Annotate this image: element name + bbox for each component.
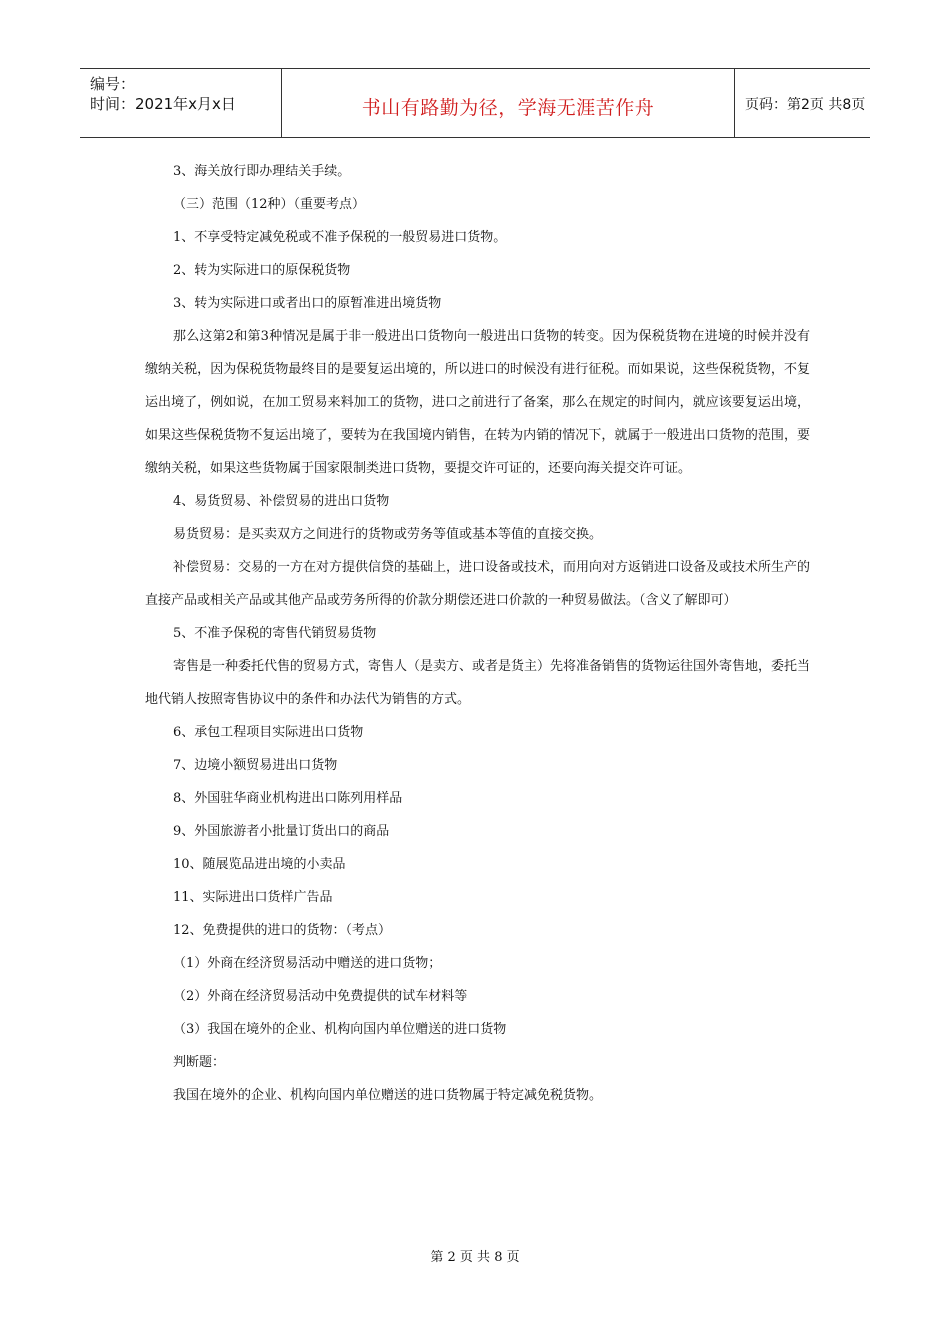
body-paragraph: （2）外商在经济贸易活动中免费提供的试车材料等 (173, 989, 468, 1004)
body-paragraph: 8、外国驻华商业机构进出口陈列用样品 (173, 791, 403, 806)
body-paragraph: （3）我国在境外的企业、机构向国内单位赠送的进口货物 (173, 1022, 507, 1037)
body-paragraph: 1、不享受特定减免税或不准予保税的一般贸易进口货物。 (173, 230, 507, 245)
body-paragraph: 6、承包工程项目实际进出口货物 (173, 725, 364, 740)
header-page-code: 页码：第2页 共8页 (745, 97, 866, 113)
body-paragraph: 2、转为实际进口的原保税货物 (173, 263, 351, 278)
body-paragraph: 易货贸易：是买卖双方之间进行的货物或劳务等值或基本等值的直接交换。 (173, 527, 603, 542)
body-paragraph: 判断题： (173, 1055, 226, 1070)
page-footer: 第 2 页 共 8 页 (430, 1250, 520, 1265)
header-page-cell (735, 69, 870, 137)
body-paragraph: 12、免费提供的进口的货物：（考点） (173, 923, 392, 938)
body-paragraph: 补偿贸易：交易的一方在对方提供信贷的基础上，进口设备或技术，而用向对方返销进口设备及或技术所生产的直接产品或相关产品或其他产品或劳务所得的价款分期偿还进口价款的一种贸易做法。（含义了解即可） (145, 560, 811, 608)
body-paragraph: 5、不准予保税的寄售代销贸易货物 (173, 626, 377, 641)
page-header (80, 68, 870, 138)
document-number-label: 编号： (90, 75, 136, 93)
body-paragraph: 10、随展览品进出境的小卖品 (173, 857, 346, 872)
body-paragraph: 7、边境小额贸易进出口货物 (173, 758, 338, 773)
body-paragraph: 9、外国旅游者小批量订货出口的商品 (173, 824, 390, 839)
body-paragraph: 11、实际进出口货样广告品 (173, 890, 333, 905)
body-paragraph: （1）外商在经济贸易活动中赠送的进口货物； (173, 956, 442, 971)
body-paragraph: 3、转为实际进口或者出口的原暂准进出境货物 (173, 296, 442, 311)
document-body (145, 155, 810, 1112)
body-paragraph: 那么这第2和第3种情况是属于非一般进出口货物向一般进出口货物的转变。因为保税货物在进境的时候并没有缴纳关税，因为保税货物最终目的是要复运出境的，所以进口的时候没有进行征税。而如果说，这些保税货物，不复运出境了，例如说，在加工贸易来料加工的货物，进口之前进行了备案，那么在规定的时间内，就应该要复运出境，如果这些保税货物不复运出境了，要转为在我国境内销售，在转为内销的情况下，就属于一般进出口货物的范围，要缴纳关税，如果这些货物属于国家限制类进口货物，要提交许可证的，还要向海关提交许可证。 (145, 329, 810, 476)
document-date: 时间：2021年x月x日 (90, 95, 236, 113)
header-left-cell (80, 69, 281, 137)
body-paragraph: 寄售是一种委托代售的贸易方式，寄售人（是卖方、或者是货主）先将准备销售的货物运往国外寄售地，委托当地代销人按照寄售协议中的条件和办法代为销售的方式。 (145, 659, 811, 707)
body-paragraph: 我国在境外的企业、机构向国内单位赠送的进口货物属于特定减免税货物。 (173, 1088, 603, 1103)
body-paragraph: 4、易货贸易、补偿贸易的进出口货物 (173, 494, 390, 509)
header-motto-cell (281, 69, 735, 137)
body-paragraph: 3、海关放行即办理结关手续。 (173, 164, 351, 179)
body-paragraph: （三）范围（12种）（重要考点） (173, 197, 366, 212)
header-motto: 书山有路勤为径，学海无涯苦作舟 (361, 97, 655, 119)
